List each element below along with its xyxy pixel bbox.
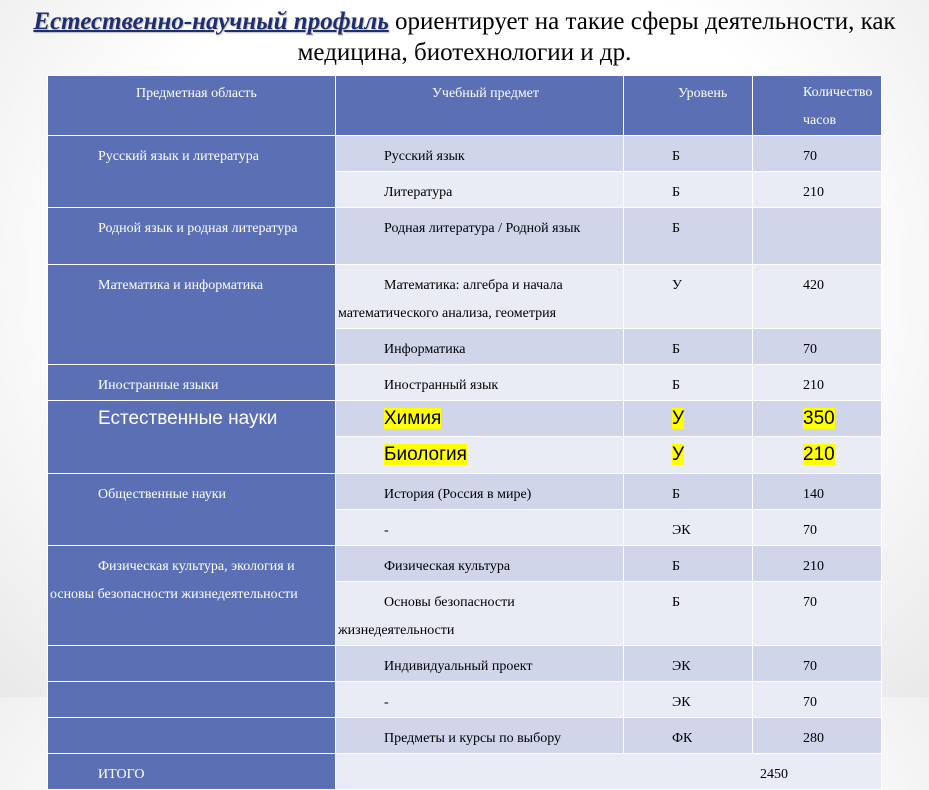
hours-cell: 280 bbox=[753, 718, 882, 754]
level-cell: ЭК bbox=[624, 646, 753, 682]
level-cell bbox=[624, 401, 753, 437]
level-cell bbox=[624, 437, 753, 474]
subject-cell: Математика: алгебра и начала математического анализа, геометрия bbox=[336, 265, 624, 329]
highlighted-level: У bbox=[672, 408, 685, 429]
level-cell: ЭК bbox=[624, 510, 753, 546]
curriculum-table bbox=[47, 75, 882, 790]
table-row bbox=[48, 365, 882, 401]
table-row bbox=[48, 265, 882, 329]
highlighted-hours: 350 bbox=[803, 408, 835, 429]
header-row bbox=[48, 76, 882, 136]
level-cell: Б bbox=[624, 474, 753, 510]
subject-cell: Литература bbox=[336, 172, 624, 208]
hours-cell bbox=[753, 208, 882, 265]
subject-cell: Информатика bbox=[336, 329, 624, 365]
header-level: Уровень bbox=[624, 76, 753, 136]
total-label-cell: ИТОГО bbox=[48, 754, 336, 790]
subject-cell: Индивидуальный проект bbox=[336, 646, 624, 682]
level-cell: Б bbox=[624, 172, 753, 208]
subject-cell bbox=[336, 401, 624, 437]
slide-title bbox=[0, 6, 929, 68]
hours-cell: 70 bbox=[753, 136, 882, 172]
level-cell: Б bbox=[624, 582, 753, 646]
hours-cell: 210 bbox=[753, 365, 882, 401]
area-cell: Русский язык и литература bbox=[48, 136, 336, 208]
area-cell bbox=[48, 718, 336, 754]
hours-cell: 70 bbox=[753, 682, 882, 718]
subject-cell: Физическая культура bbox=[336, 546, 624, 582]
level-cell: Б bbox=[624, 136, 753, 172]
table-row bbox=[48, 646, 882, 682]
level-cell: Б bbox=[624, 546, 753, 582]
highlighted-level: У bbox=[672, 444, 685, 465]
table-row bbox=[48, 718, 882, 754]
header-subject: Учебный предмет bbox=[336, 76, 624, 136]
level-cell: ФК bbox=[624, 718, 753, 754]
subject-cell: Родная литература / Родной язык bbox=[336, 208, 624, 265]
highlighted-subject: Биология bbox=[384, 444, 467, 465]
area-cell bbox=[48, 682, 336, 718]
subject-cell: - bbox=[336, 510, 624, 546]
hours-cell: 210 bbox=[753, 546, 882, 582]
hours-cell: 70 bbox=[753, 510, 882, 546]
table-row bbox=[48, 208, 882, 265]
area-cell: Родной язык и родная литература bbox=[48, 208, 336, 265]
total-row bbox=[48, 754, 882, 790]
header-hours: Количество часов bbox=[753, 76, 882, 136]
highlighted-subject: Химия bbox=[384, 408, 442, 429]
hours-cell: 140 bbox=[753, 474, 882, 510]
area-cell: Математика и информатика bbox=[48, 265, 336, 365]
table-row bbox=[48, 474, 882, 510]
highlighted-hours: 210 bbox=[803, 444, 835, 465]
hours-cell bbox=[753, 437, 882, 474]
subject-cell: История (Россия в мире) bbox=[336, 474, 624, 510]
header-area: Предметная область bbox=[48, 76, 336, 136]
title-highlight: Естественно-научный профиль bbox=[33, 8, 389, 35]
subject-cell: Основы безопасности жизнедеятельности bbox=[336, 582, 624, 646]
subject-cell: Иностранный язык bbox=[336, 365, 624, 401]
subject-cell bbox=[336, 437, 624, 474]
level-cell: Б bbox=[624, 329, 753, 365]
area-cell bbox=[48, 646, 336, 682]
hours-cell: 70 bbox=[753, 582, 882, 646]
area-cell: Физическая культура, экология и основы безопасности жизнедеятельности bbox=[48, 546, 336, 646]
level-cell: ЭК bbox=[624, 682, 753, 718]
area-cell: Естественные науки bbox=[48, 401, 336, 474]
level-cell: У bbox=[624, 265, 753, 329]
area-cell: Общественные науки bbox=[48, 474, 336, 546]
hours-cell bbox=[753, 401, 882, 437]
level-cell: Б bbox=[624, 208, 753, 265]
hours-cell: 420 bbox=[753, 265, 882, 329]
total-hours-cell: 2450 bbox=[336, 754, 882, 790]
subject-cell: Русский язык bbox=[336, 136, 624, 172]
area-cell: Иностранные языки bbox=[48, 365, 336, 401]
title-rest: ориентирует на такие сферы деятельности, как медицина, биотехнологии и др. bbox=[297, 8, 896, 66]
level-cell: Б bbox=[624, 365, 753, 401]
table-row bbox=[48, 546, 882, 582]
subject-cell: - bbox=[336, 682, 624, 718]
hours-cell: 70 bbox=[753, 329, 882, 365]
hours-cell: 210 bbox=[753, 172, 882, 208]
table-row bbox=[48, 401, 882, 437]
table-row bbox=[48, 136, 882, 172]
hours-cell: 70 bbox=[753, 646, 882, 682]
subject-cell: Предметы и курсы по выбору bbox=[336, 718, 624, 754]
table-row bbox=[48, 682, 882, 718]
